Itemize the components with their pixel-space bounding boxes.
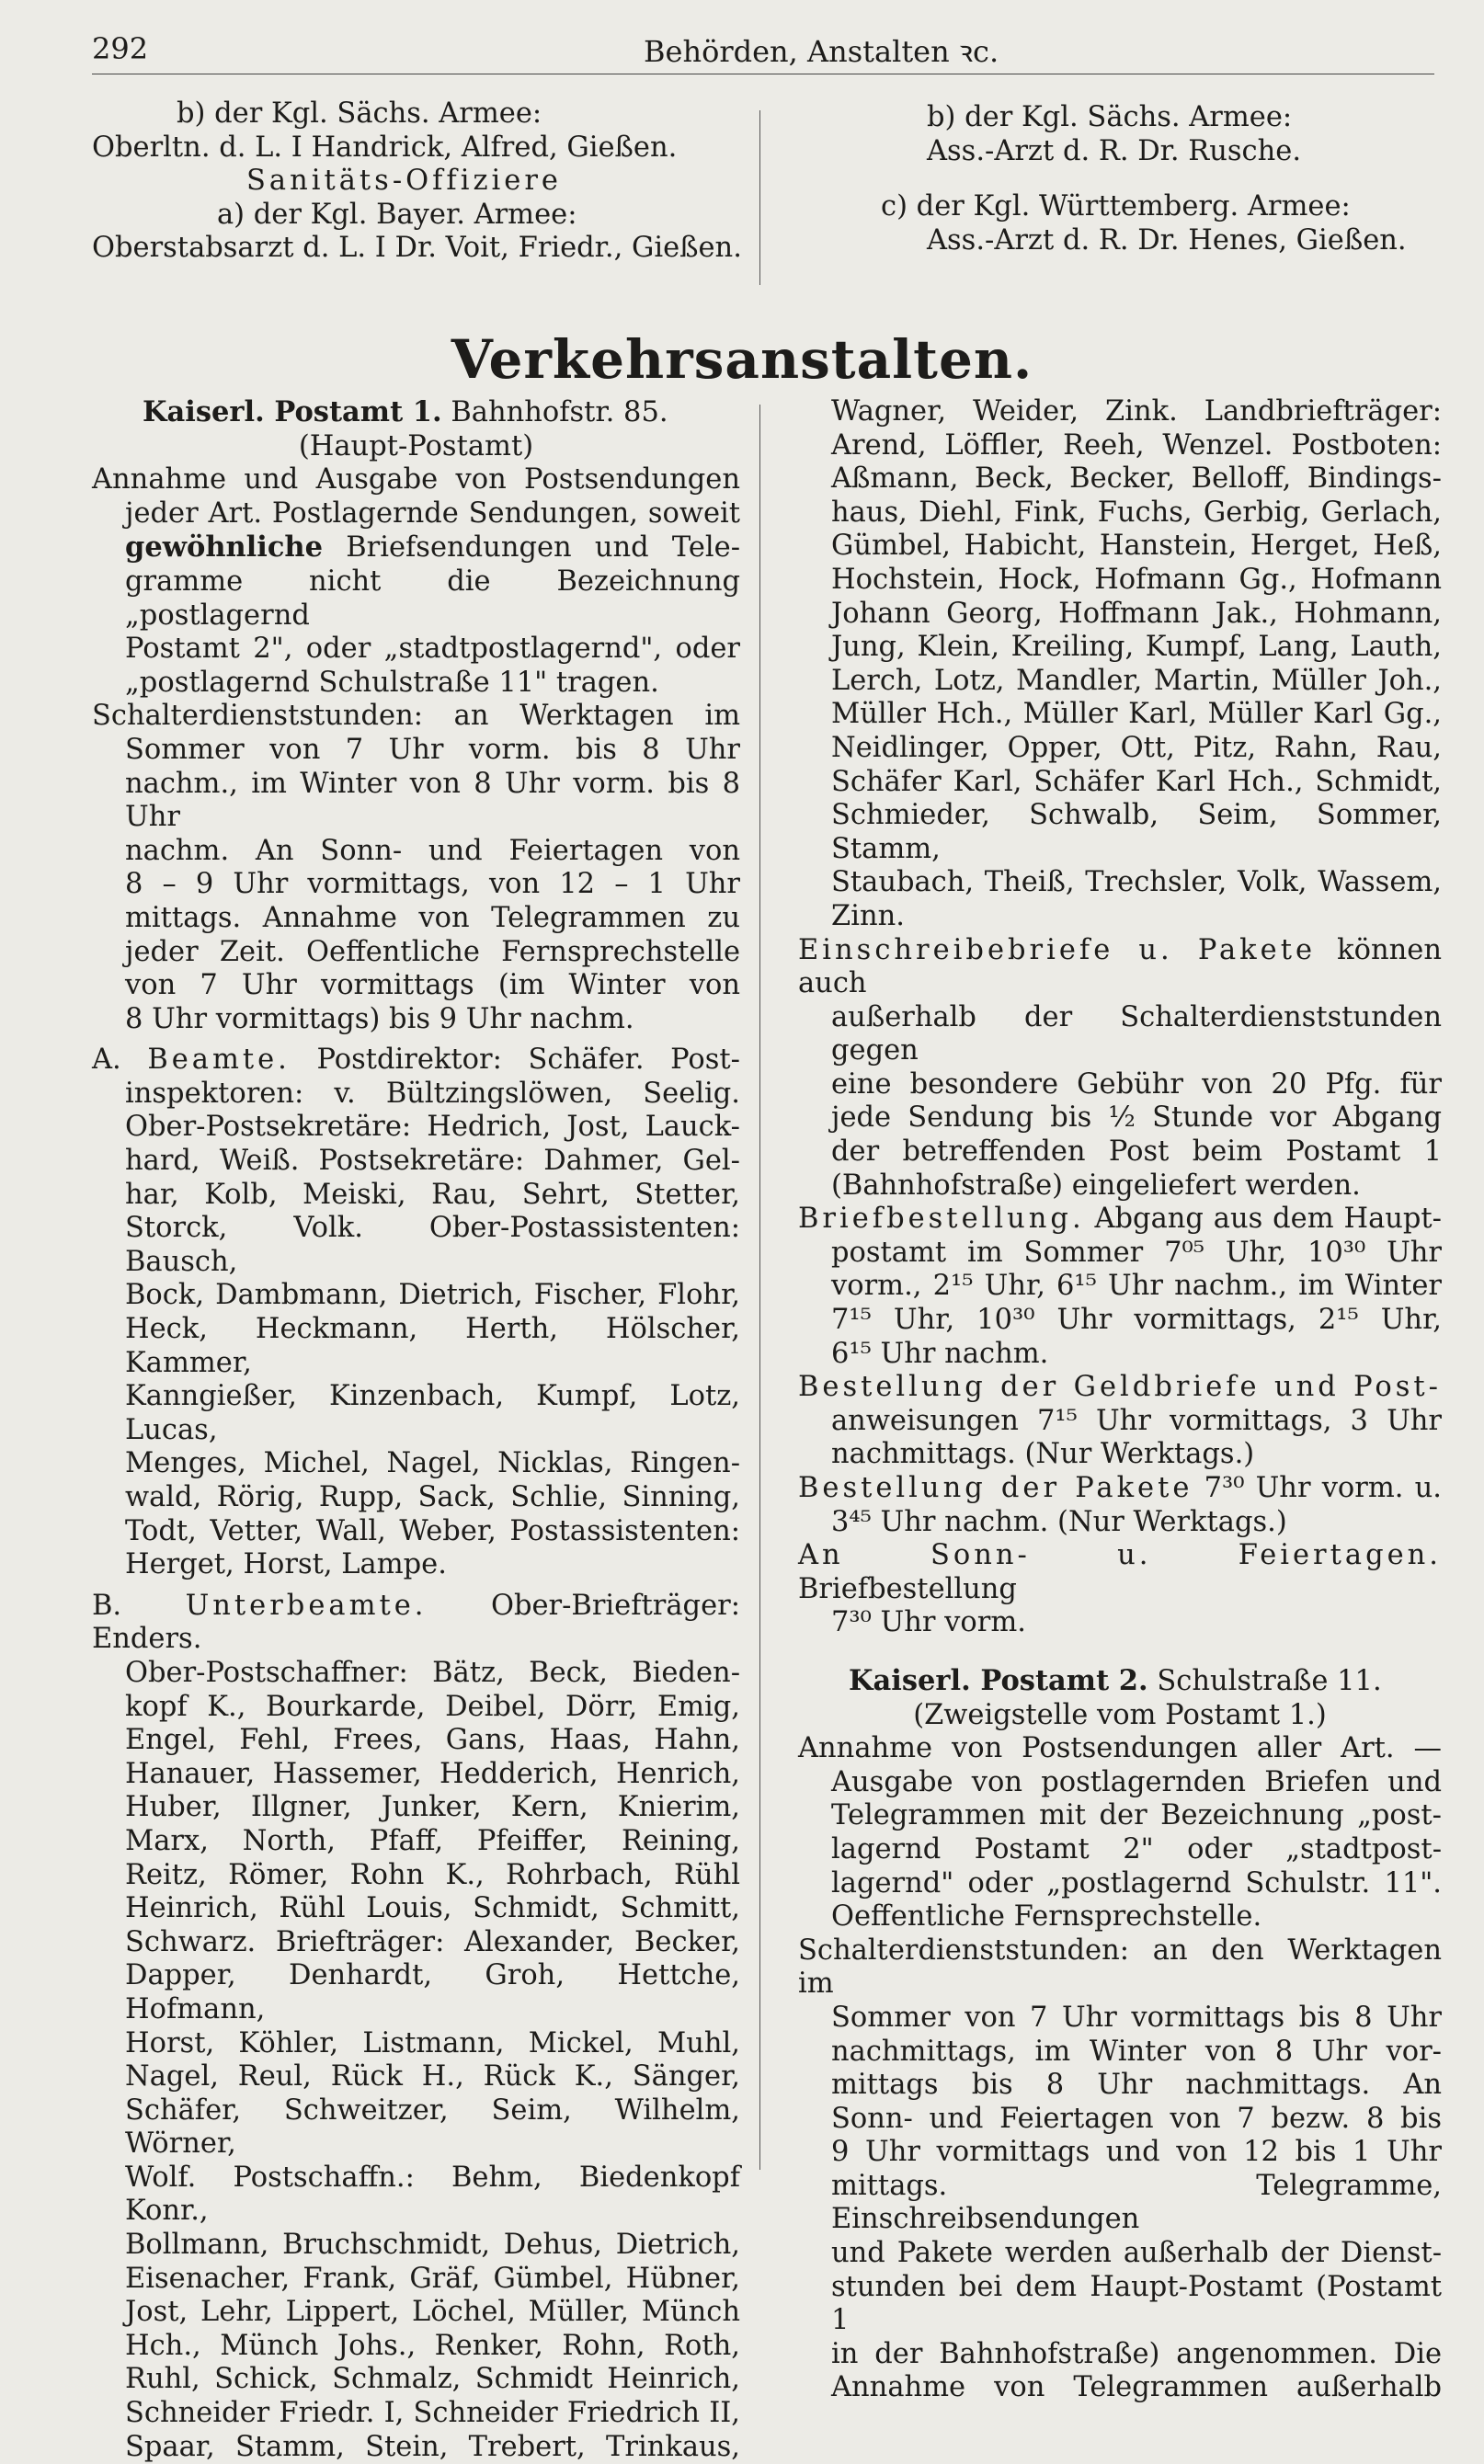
text-fragment: 7³⁰ Uhr vorm. u. bbox=[1204, 1472, 1442, 1504]
text-line: haus, Diehl, Fink, Fuchs, Gerbig, Gerlach, bbox=[831, 496, 1442, 529]
text-line: von 7 Uhr vormittags (im Winter von bbox=[125, 969, 740, 1002]
text-line: b) der Kgl. Sächs. Armee: bbox=[927, 101, 1293, 133]
text-line bbox=[798, 934, 1442, 1001]
text-line: Annahme von Telegrammen außerhalb bbox=[831, 2371, 1442, 2404]
text-line: Heinrich, Rühl Louis, Schmidt, Schmitt, bbox=[125, 1892, 740, 1925]
text-line: stunden bei dem Haupt-Postamt (Postamt 1 bbox=[831, 2270, 1442, 2337]
text-line: b) der Kgl. Sächs. Armee: bbox=[177, 97, 542, 130]
text-line: Storck, Volk. Ober-Postassistenten: Bausch, bbox=[125, 1212, 740, 1278]
text-line: jeder Art. Postlagernde Sendungen, soweit bbox=[125, 496, 740, 530]
section-label: A. bbox=[92, 1044, 121, 1077]
page-number: 292 bbox=[92, 31, 149, 66]
text-line: Neidlinger, Opper, Ott, Pitz, Rahn, Rau, bbox=[831, 731, 1442, 764]
text-line: „postlagernd Schulstraße 11" tragen. bbox=[125, 666, 659, 699]
text-line: Kanngießer, Kinzenbach, Kumpf, Lotz, Lucas, bbox=[125, 1380, 740, 1446]
text-line: Spaar, Stamm, Stein, Trebert, Trinkaus, bbox=[125, 2430, 740, 2463]
text-line: Sommer von 7 Uhr vormittags bis 8 Uhr bbox=[831, 2001, 1442, 2034]
text-line: Sonn- und Feiertagen von 7 bezw. 8 bis bbox=[831, 2102, 1442, 2135]
text-line: jeder Zeit. Oeffentliche Fernsprechstelle bbox=[125, 935, 740, 968]
text-line: Schneider Friedr. I, Schneider Friedrich II, bbox=[125, 2397, 740, 2430]
text-line: mittags bis 8 Uhr nachmittags. An bbox=[831, 2069, 1442, 2102]
postamt1-heading bbox=[92, 395, 740, 430]
text-line: Ober-Postsekretäre: Hedrich, Jost, Lauck- bbox=[125, 1111, 740, 1144]
text-line bbox=[798, 1472, 1442, 1506]
text-line: Zinn. bbox=[831, 899, 905, 932]
text-line: anweisungen 7¹⁵ Uhr vormittags, 3 Uhr bbox=[831, 1404, 1442, 1437]
text-line: Horst, Köhler, Listmann, Mickel, Muhl, bbox=[125, 2026, 740, 2059]
text-line: nachm., im Winter von 8 Uhr vorm. bis 8 Uhr bbox=[125, 767, 740, 834]
text-line: Hch., Münch Johs., Renker, Rohn, Roth, bbox=[125, 2329, 740, 2362]
sonntag-title: An Sonn- u. Feiertagen. bbox=[798, 1539, 1442, 1572]
pakete-title: Bestellung der Pakete bbox=[798, 1472, 1193, 1504]
text-line: Heck, Heckmann, Herth, Hölscher, Kammer, bbox=[125, 1313, 740, 1379]
text-line: Jung, Klein, Kreiling, Kumpf, Lang, Lauth, bbox=[831, 631, 1442, 664]
text-line: jede Sendung bis ½ Stunde vor Abgang bbox=[831, 1101, 1442, 1135]
text-line: Annahme und Ausgabe von Postsendungen bbox=[92, 463, 740, 496]
text-line: eine besondere Gebühr von 20 Pfg. für bbox=[831, 1067, 1442, 1101]
emphasis: gewöhnliche bbox=[125, 530, 324, 565]
text-line: außerhalb der Schalterdienststunden gegen bbox=[831, 1000, 1442, 1067]
text-line: wald, Rörig, Rupp, Sack, Schlie, Sinning, bbox=[125, 1481, 740, 1513]
page-header bbox=[92, 28, 1434, 74]
text-line: Schäfer Karl, Schäfer Karl Hch., Schmidt, bbox=[831, 765, 1442, 798]
text-line: Telegrammen mit der Bezeichnung „post- bbox=[831, 1799, 1442, 1832]
text-line: Staubach, Theiß, Trechsler, Volk, Wassem, bbox=[831, 866, 1442, 899]
text-line: nachm. An Sonn- und Feiertagen von bbox=[125, 834, 740, 867]
text-line: 3⁴⁵ Uhr nachm. (Nur Werktags.) bbox=[831, 1505, 1287, 1538]
section-label: B. bbox=[92, 1589, 122, 1622]
text-line: Johann Georg, Hoffmann Jak., Hohmann, bbox=[831, 597, 1442, 630]
text-line: der betreffenden Post beim Postamt 1 bbox=[831, 1135, 1442, 1169]
text-line: mittags. Telegramme, Einschreibsendungen bbox=[831, 2169, 1442, 2236]
text-line: 7³⁰ Uhr vorm. bbox=[831, 1606, 1026, 1639]
text-line: Oeffentliche Fernsprechstelle. bbox=[831, 1900, 1262, 1934]
text-line: lagernd Postamt 2" oder „stadtpost- bbox=[831, 1832, 1442, 1865]
text-line: Bollmann, Bruchschmidt, Dehus, Dietrich, bbox=[125, 2229, 740, 2262]
text-fragment: Postdirektor: Schäfer. Post- bbox=[316, 1044, 740, 1077]
section-title: Verkehrsanstalten. bbox=[451, 328, 1033, 391]
postamt2-heading bbox=[798, 1664, 1442, 1699]
top-left-column bbox=[92, 97, 740, 266]
column-divider bbox=[759, 405, 760, 2170]
text-line: Todt, Vetter, Wall, Weber, Postassistenten: bbox=[125, 1514, 740, 1547]
text-line: Ober-Postschaffner: Bätz, Beck, Bieden- bbox=[125, 1656, 740, 1689]
einschreib-title: Einschreibebriefe u. Pakete bbox=[798, 933, 1317, 966]
beamte-title: Beamte. bbox=[147, 1044, 291, 1077]
text-line: Arend, Löffler, Reeh, Wenzel. Postboten: bbox=[831, 428, 1442, 462]
text-line: Wolf. Postschaffn.: Behm, Biedenkopf Konr., bbox=[125, 2161, 740, 2228]
text-line: inspektoren: v. Bültzingslöwen, Seelig. bbox=[125, 1077, 740, 1110]
postamt2-address: Schulstraße 11. bbox=[1157, 1664, 1382, 1697]
text-line: Engel, Fehl, Frees, Gans, Haas, Hahn, bbox=[125, 1724, 740, 1757]
text-line bbox=[798, 1539, 1442, 1606]
column-divider bbox=[759, 110, 760, 285]
text-line bbox=[92, 530, 740, 565]
text-fragment: Abgang aus dem Haupt- bbox=[1094, 1203, 1442, 1236]
text-line: Eisenacher, Frank, Gräf, Gümbel, Hübner, bbox=[125, 2262, 740, 2295]
text-line: (Bahnhofstraße) eingeliefert werden. bbox=[831, 1169, 1361, 1202]
text-line: c) der Kgl. Württemberg. Armee: bbox=[881, 190, 1351, 223]
text-line: Hochstein, Hock, Hofmann Gg., Hofmann bbox=[831, 563, 1442, 596]
text-line: vorm., 2¹⁵ Uhr, 6¹⁵ Uhr nachm., im Winter bbox=[831, 1270, 1442, 1303]
text-fragment: Briefbestellung bbox=[798, 1572, 1017, 1605]
unterbeamte-title: Unterbeamte. bbox=[185, 1589, 428, 1622]
postamt2-name: Kaiserl. Postamt 2. bbox=[849, 1663, 1148, 1697]
text-line: Annahme von Postsendungen aller Art. — bbox=[798, 1732, 1442, 1765]
text-line: Ass.-Arzt d. R. Dr. Rusche. bbox=[927, 134, 1302, 167]
text-line: Dapper, Denhardt, Groh, Hettche, Hofmann, bbox=[125, 1959, 740, 2025]
text-line: in der Bahnhofstraße) angenommen. Die bbox=[831, 2337, 1442, 2370]
text-line: Ruhl, Schick, Schmalz, Schmidt Heinrich, bbox=[125, 2363, 740, 2396]
text-line: nachmittags. (Nur Werktags.) bbox=[831, 1438, 1255, 1471]
text-line: Müller Hch., Müller Karl, Müller Karl Gg., bbox=[831, 698, 1442, 731]
text-fragment: Ober-Briefträger: Enders. bbox=[92, 1589, 740, 1656]
text-line: Jost, Lehr, Lippert, Löchel, Müller, Münch bbox=[125, 2296, 740, 2329]
main-left-column bbox=[92, 395, 740, 2464]
text-line: kopf K., Bourkarde, Deibel, Dörr, Emig, bbox=[125, 1690, 740, 1723]
subheading: Sanitäts-Offiziere bbox=[246, 165, 562, 198]
running-head: Behörden, Anstalten ꝛc. bbox=[644, 34, 999, 69]
text-line: Schwarz. Briefträger: Alexander, Becker, bbox=[125, 1925, 740, 1958]
text-line: 9 Uhr vormittags und von 12 bis 1 Uhr bbox=[831, 2136, 1442, 2169]
text-line: 7¹⁵ Uhr, 10³⁰ Uhr vormittags, 2¹⁵ Uhr, bbox=[831, 1304, 1442, 1337]
text-line: Huber, Illgner, Junker, Kern, Knierim, bbox=[125, 1791, 740, 1824]
text-line bbox=[798, 1203, 1442, 1237]
top-right-column bbox=[798, 101, 1414, 257]
text-line: Bock, Dambmann, Dietrich, Fischer, Flohr, bbox=[125, 1279, 740, 1312]
text-line: Postamt 2", oder „stadtpostlagernd", oder bbox=[125, 633, 740, 666]
text-fragment: können auch bbox=[798, 933, 1442, 1000]
text-line: lagernd" oder „postlagernd Schulstr. 11". bbox=[831, 1866, 1442, 1899]
text-line: 8 Uhr vormittags) bis 9 Uhr nachm. bbox=[125, 1002, 634, 1035]
text-line: Gümbel, Habicht, Hanstein, Herget, Heß, bbox=[831, 530, 1442, 563]
text-line: Hanauer, Hassemer, Hedderich, Henrich, bbox=[125, 1757, 740, 1790]
text-line: 6¹⁵ Uhr nachm. bbox=[831, 1337, 1049, 1370]
text-line: Nagel, Reul, Rück H., Rück K., Sänger, bbox=[125, 2060, 740, 2093]
postamt2-subtitle: (Zweigstelle vom Postamt 1.) bbox=[913, 1698, 1327, 1731]
text-line: nachmittags, im Winter von 8 Uhr vor- bbox=[831, 2035, 1442, 2068]
briefbestellung-title: Briefbestellung. bbox=[798, 1203, 1085, 1236]
text-line: postamt im Sommer 7⁰⁵ Uhr, 10³⁰ Uhr bbox=[831, 1236, 1442, 1269]
geldbriefe-title: Bestellung der Geldbriefe und Post- bbox=[798, 1371, 1442, 1404]
text-line: 8 – 9 Uhr vormittags, von 12 – 1 Uhr bbox=[125, 868, 740, 901]
text-line: Ausgabe von postlagernden Briefen und bbox=[831, 1765, 1442, 1798]
text-line: Oberltn. d. L. I Handrick, Alfred, Gießen. bbox=[92, 131, 678, 164]
text-line: Wagner, Weider, Zink. Landbriefträger: bbox=[831, 395, 1442, 428]
text-line: Schalterdienststunden: an Werktagen im bbox=[92, 700, 740, 733]
text-line: mittags. Annahme von Telegrammen zu bbox=[125, 901, 740, 934]
text-line: Menges, Michel, Nagel, Nicklas, Ringen- bbox=[125, 1447, 740, 1480]
text-line: a) der Kgl. Bayer. Armee: bbox=[217, 198, 577, 231]
text-line: Schmieder, Schwalb, Seim, Sommer, Stamm, bbox=[831, 799, 1442, 865]
text-line: Marx, North, Pfaff, Pfeiffer, Reining, bbox=[125, 1824, 740, 1857]
main-right-column bbox=[798, 395, 1442, 2405]
text-fragment: Briefsendungen und Tele- bbox=[346, 531, 741, 565]
postamt1-subtitle: (Haupt-Postamt) bbox=[298, 429, 534, 462]
text-line: Ass.-Arzt d. R. Dr. Henes, Gießen. bbox=[927, 223, 1407, 257]
text-line: Schalterdienststunden: an den Werktagen im bbox=[798, 1934, 1442, 2001]
text-line: Reitz, Römer, Rohn K., Rohrbach, Rühl bbox=[125, 1858, 740, 1891]
text-line: Herget, Horst, Lampe. bbox=[125, 1548, 447, 1581]
postamt1-address: Bahnhofstr. 85. bbox=[451, 396, 668, 428]
text-line: Lerch, Lotz, Mandler, Martin, Müller Joh., bbox=[831, 664, 1442, 697]
text-line: Schäfer, Schweitzer, Seim, Wilhelm, Wörner, bbox=[125, 2093, 740, 2161]
text-line: hard, Weiß. Postsekretäre: Dahmer, Gel- bbox=[125, 1145, 740, 1178]
text-line: Sommer von 7 Uhr vorm. bis 8 Uhr bbox=[125, 733, 740, 766]
text-line: Oberstabsarzt d. L. I Dr. Voit, Friedr., Gießen. bbox=[92, 232, 742, 265]
text-line bbox=[92, 1590, 740, 1657]
text-line: Aßmann, Beck, Becker, Belloff, Bindings- bbox=[831, 462, 1442, 496]
text-line: und Pakete werden außerhalb der Dienst- bbox=[831, 2237, 1442, 2270]
text-line bbox=[92, 1044, 740, 1078]
text-line: gramme nicht die Bezeichnung „postlagernd bbox=[125, 565, 740, 632]
postamt1-name: Kaiserl. Postamt 1. bbox=[143, 395, 442, 428]
text-line: har, Kolb, Meiski, Rau, Sehrt, Stetter, bbox=[125, 1178, 740, 1211]
